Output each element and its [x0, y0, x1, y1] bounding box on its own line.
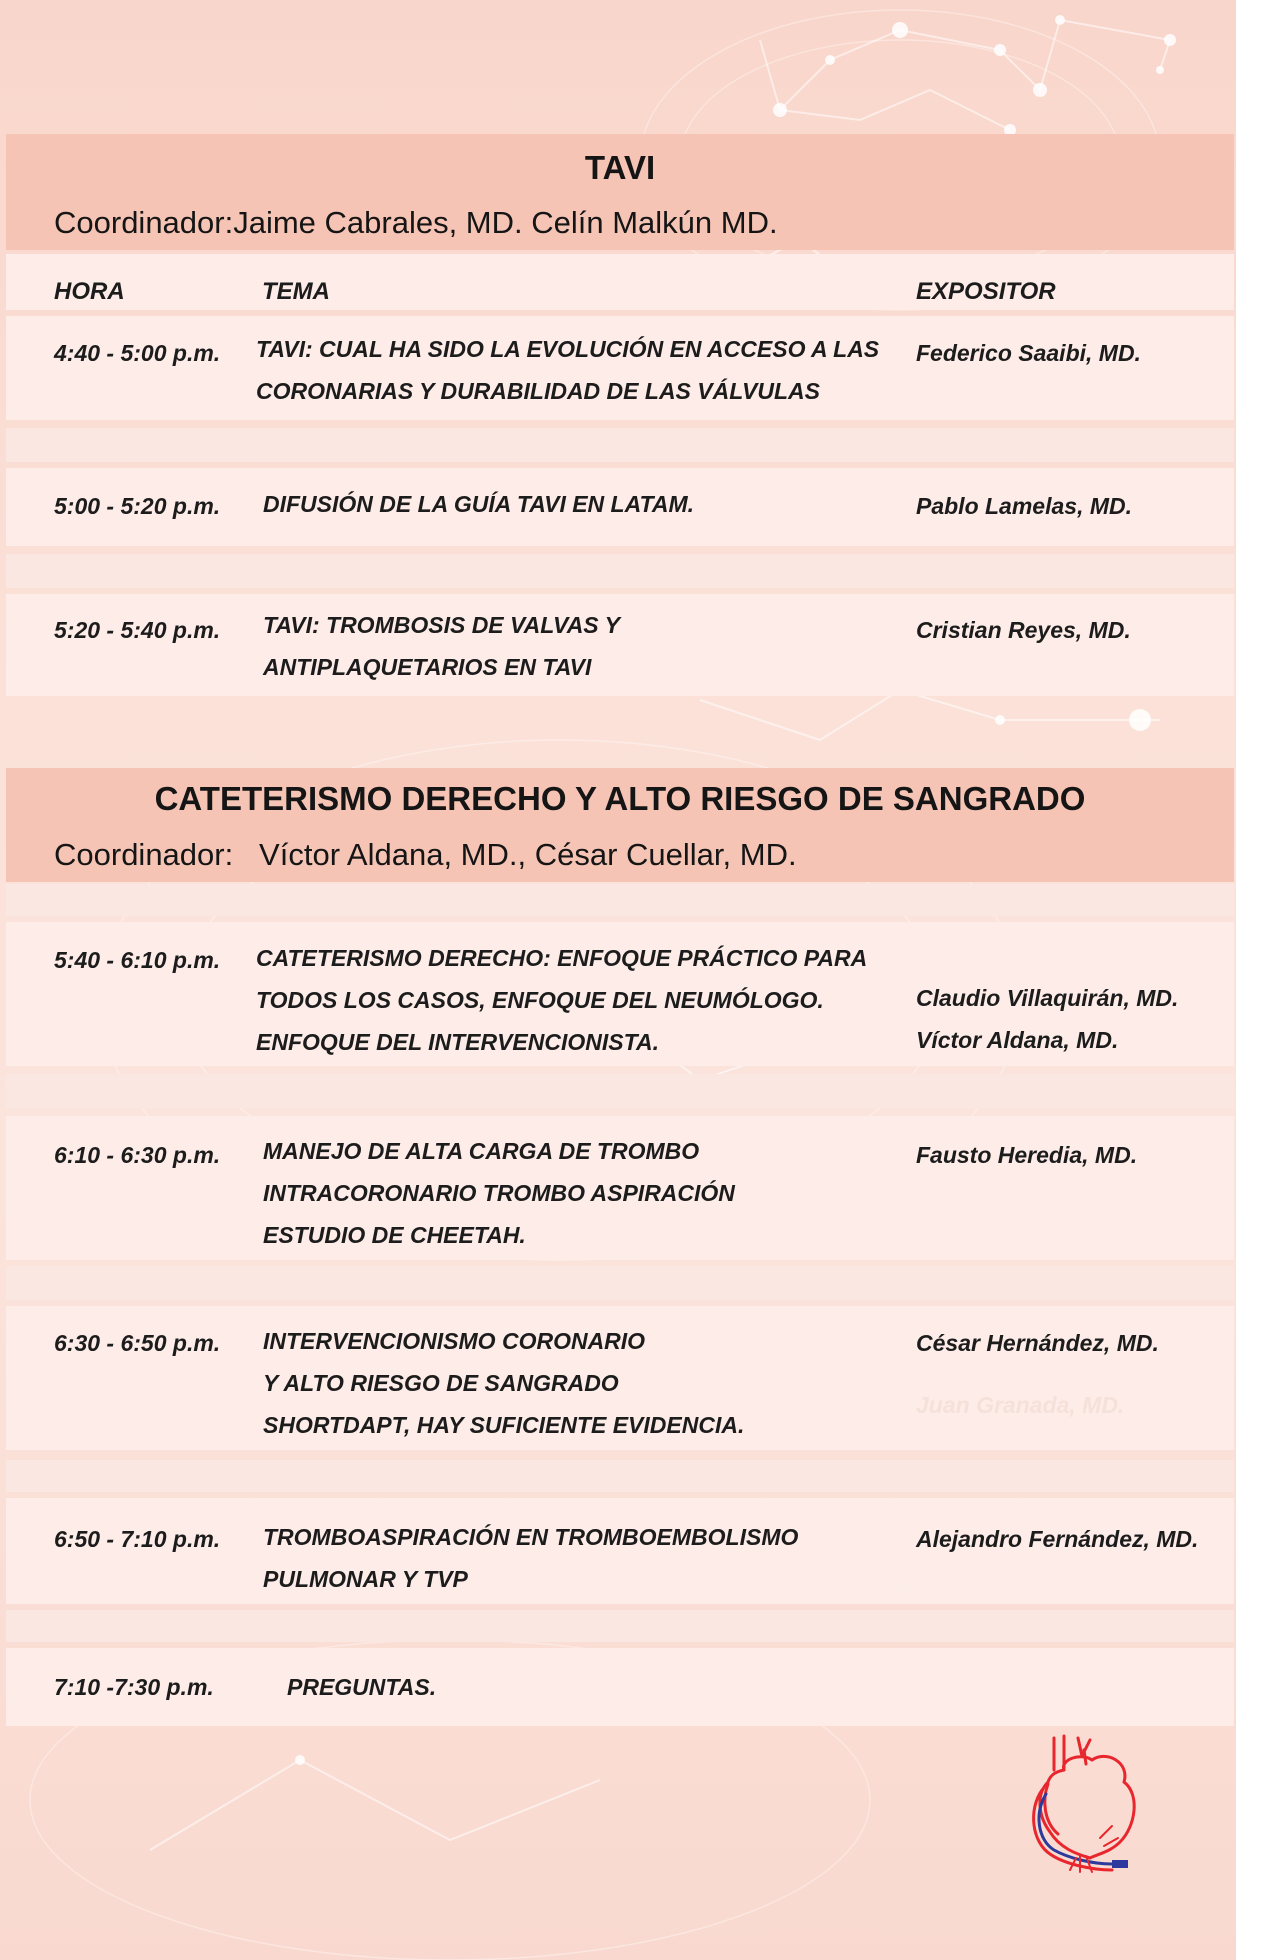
- coordinator-tavi: Coordinador:Jaime Cabrales, MD. Celín Malkún MD.: [54, 205, 778, 240]
- row-time: 6:50 - 7:10 p.m.: [54, 1526, 221, 1552]
- section-title-cateterismo: CATETERISMO DERECHO Y ALTO RIESGO DE SANGRADO: [154, 780, 1086, 817]
- row-time: 5:00 - 5:20 p.m.: [54, 493, 221, 519]
- header-hora: HORA: [54, 278, 125, 305]
- row-time: 5:40 - 6:10 p.m.: [54, 947, 221, 973]
- row-speaker: César Hernández, MD.: [916, 1330, 1159, 1356]
- row-time: 6:10 - 6:30 p.m.: [54, 1142, 221, 1168]
- row-divider: [6, 1610, 1234, 1642]
- row-topic-line: PREGUNTAS.: [287, 1674, 437, 1700]
- page-margin: [1236, 0, 1280, 1960]
- row-topic-line: CORONARIAS Y DURABILIDAD DE LAS VÁLVULAS: [256, 378, 820, 404]
- row-speaker: Claudio Villaquirán, MD.: [916, 985, 1179, 1011]
- row-divider: [6, 1460, 1234, 1492]
- row-speaker: Alejandro Fernández, MD.: [916, 1526, 1199, 1552]
- row-topic-line: TAVI: CUAL HA SIDO LA EVOLUCIÓN EN ACCESO A LAS: [256, 336, 880, 362]
- row-time: 4:40 - 5:00 p.m.: [54, 340, 221, 366]
- row-topic-line: DIFUSIÓN DE LA GUÍA TAVI EN LATAM.: [263, 491, 695, 517]
- row-topic-line: TROMBOASPIRACIÓN EN TROMBOEMBOLISMO: [263, 1524, 799, 1550]
- row-topic-line: INTERVENCIONISMO CORONARIO: [263, 1328, 646, 1354]
- row-topic-line: TAVI: TROMBOSIS DE VALVAS Y: [263, 612, 620, 638]
- row-divider: [6, 884, 1234, 916]
- row-topic-line: CATETERISMO DERECHO: ENFOQUE PRÁCTICO PARA: [256, 945, 868, 971]
- row-topic-line: ANTIPLAQUETARIOS EN TAVI: [263, 654, 592, 680]
- row-divider: [6, 1074, 1234, 1108]
- row-divider: [6, 554, 1234, 588]
- row-topic-line: ENFOQUE DEL INTERVENCIONISTA.: [256, 1029, 659, 1055]
- row-topic-line: ESTUDIO DE CHEETAH.: [263, 1222, 526, 1248]
- row-speaker: Pablo Lamelas, MD.: [916, 493, 1133, 519]
- row-speaker: Federico Saaibi, MD.: [916, 340, 1141, 366]
- header-expositor: EXPOSITOR: [916, 278, 1056, 305]
- coordinator-cateterismo: Coordinador: Víctor Aldana, MD., César Cuellar, MD.: [54, 837, 797, 872]
- header-tema: TEMA: [262, 278, 330, 305]
- row-topic-line: SHORTDAPT, HAY SUFICIENTE EVIDENCIA.: [263, 1412, 745, 1438]
- row-topic-line: PULMONAR Y TVP: [263, 1566, 468, 1592]
- row-divider: [6, 1266, 1234, 1300]
- row-divider: [6, 428, 1234, 462]
- section-title-tavi: TAVI: [584, 149, 656, 186]
- row-speaker: Víctor Aldana, MD.: [916, 1027, 1119, 1053]
- row-time: 5:20 - 5:40 p.m.: [54, 617, 221, 643]
- row-topic-line: Y ALTO RIESGO DE SANGRADO: [263, 1370, 619, 1396]
- row-time: 7:10 -7:30 p.m.: [54, 1674, 214, 1700]
- row-speaker-faded: Juan Granada, MD.: [916, 1392, 1125, 1418]
- row-topic-line: INTRACORONARIO TROMBO ASPIRACIÓN: [263, 1180, 735, 1206]
- row-speaker: Cristian Reyes, MD.: [916, 617, 1131, 643]
- row-topic-line: TODOS LOS CASOS, ENFOQUE DEL NEUMÓLOGO.: [256, 987, 824, 1013]
- row-topic-line: MANEJO DE ALTA CARGA DE TROMBO: [263, 1138, 700, 1164]
- row-speaker: Fausto Heredia, MD.: [916, 1142, 1138, 1168]
- heart-catheter-icon: [1020, 1730, 1160, 1890]
- row-time: 6:30 - 6:50 p.m.: [54, 1330, 221, 1356]
